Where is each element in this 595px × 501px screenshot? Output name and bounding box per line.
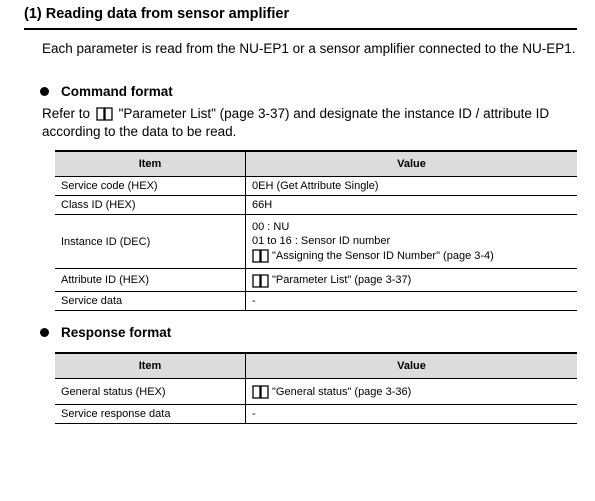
cell-value <box>246 379 578 405</box>
value-reference <box>252 273 571 288</box>
value-reference <box>252 384 571 399</box>
command-format-table <box>55 150 577 311</box>
table-row <box>55 177 577 196</box>
bullet-icon <box>40 87 49 96</box>
response-format-heading-label: Response format <box>61 325 172 340</box>
cell-value: - <box>246 405 578 424</box>
value-reference <box>252 248 571 263</box>
cell-value <box>246 269 578 292</box>
cell-item: Service response data <box>55 405 246 424</box>
book-icon <box>96 106 113 121</box>
table-row <box>55 269 577 292</box>
table-row <box>55 379 577 405</box>
cell-value: 0EH (Get Attribute Single) <box>246 177 578 196</box>
table-header-row <box>55 353 577 379</box>
column-header-item: Item <box>55 353 246 379</box>
column-header-item: Item <box>55 151 246 177</box>
cell-item: Service code (HEX) <box>55 177 246 196</box>
command-format-heading-label: Command format <box>61 84 173 99</box>
cell-item: Instance ID (DEC) <box>55 215 246 269</box>
cell-value <box>246 215 578 269</box>
cell-value: 66H <box>246 196 578 215</box>
section-title: (1) Reading data from sensor amplifier <box>24 6 577 30</box>
reference-text: "Assigning the Sensor ID Number" (page 3-4) <box>272 249 494 262</box>
book-icon <box>252 384 269 399</box>
response-format-heading <box>40 325 171 340</box>
column-header-value: Value <box>246 151 578 177</box>
reference-text: "Parameter List" (page 3-37) <box>272 274 412 286</box>
table-row <box>55 215 577 269</box>
column-header-value: Value <box>246 353 578 379</box>
bullet-icon <box>40 328 49 337</box>
value-line: 00 : NU <box>252 221 290 233</box>
reference-text: "General status" (page 3-36) <box>272 385 412 398</box>
command-format-heading <box>40 84 173 99</box>
cell-item: Attribute ID (HEX) <box>55 269 246 292</box>
table-header-row <box>55 151 577 177</box>
command-format-description <box>42 105 582 141</box>
intro-text: Each parameter is read from the NU-EP1 or a sensor amplifier connected to the NU-EP1. <box>42 41 576 56</box>
cell-item: Class ID (HEX) <box>55 196 246 215</box>
table-row <box>55 292 577 311</box>
response-format-table <box>55 352 577 424</box>
description-reference: "Parameter List" (page 3-37) and designate the instance ID / attribute ID according to the data to be read. <box>42 106 550 139</box>
description-prefix: Refer to <box>42 106 91 121</box>
cell-item: General status (HEX) <box>55 379 246 405</box>
book-icon <box>252 273 269 288</box>
table-row <box>55 405 577 424</box>
cell-value: - <box>246 292 578 311</box>
cell-item: Service data <box>55 292 246 311</box>
table-row <box>55 196 577 215</box>
book-icon <box>252 248 269 263</box>
value-line: 01 to 16 : Sensor ID number <box>252 235 391 247</box>
